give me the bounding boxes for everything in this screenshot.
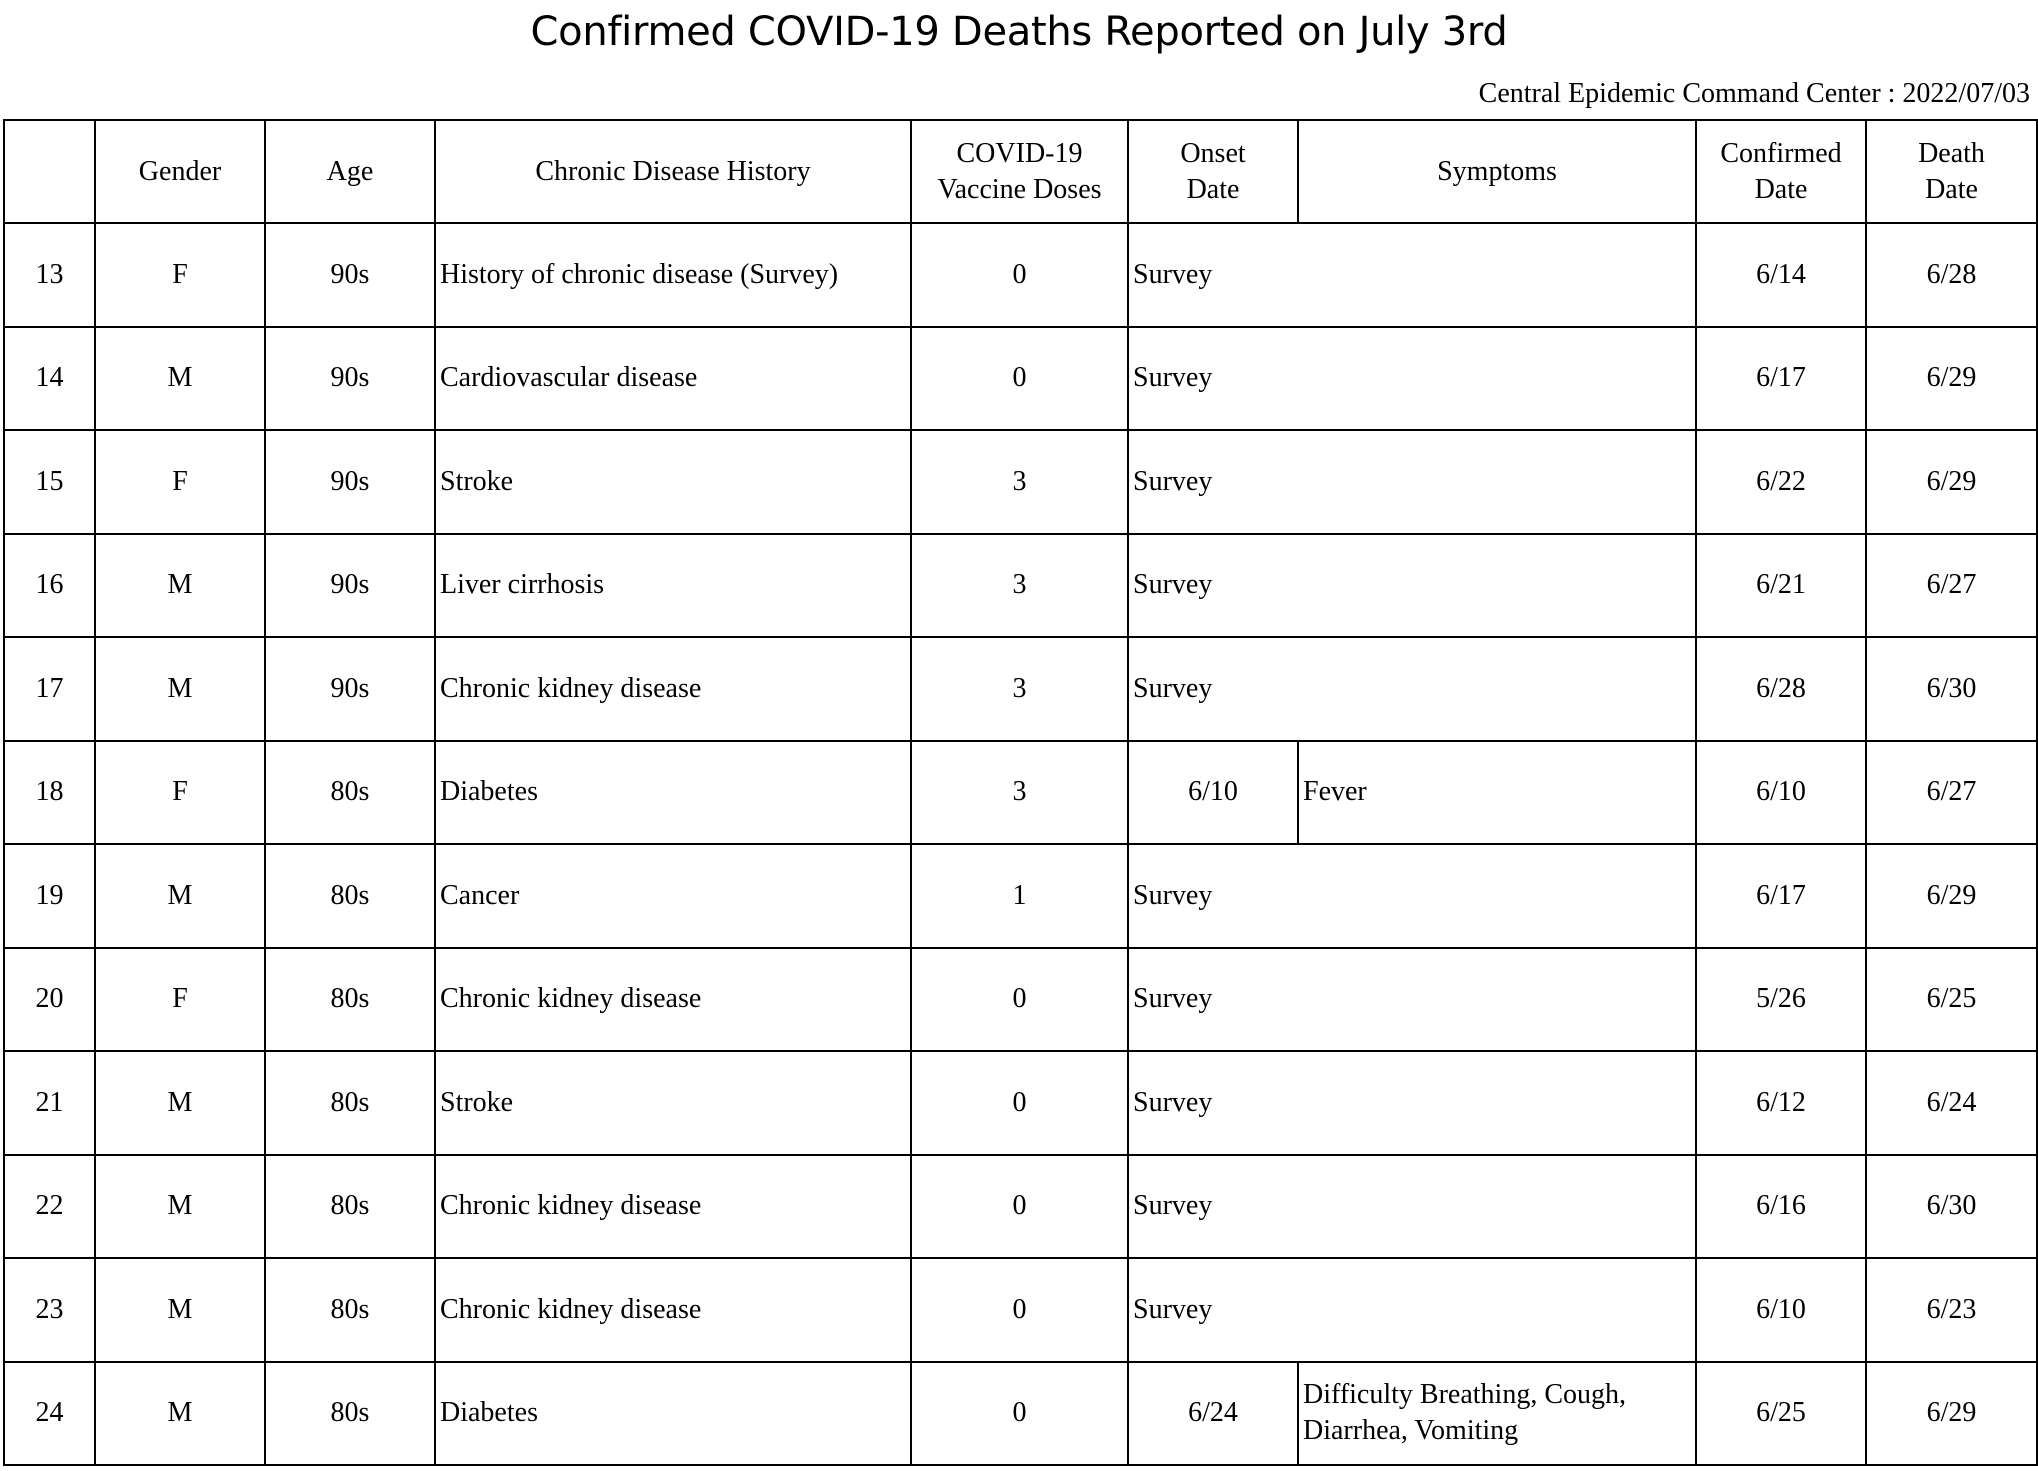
header-onset-date [1128, 120, 1298, 223]
header-onset-line2: Date [1186, 173, 1240, 205]
cell-chronic-disease: Chronic kidney disease [435, 1258, 911, 1362]
table-row [4, 1362, 2037, 1466]
header-death-date [1866, 120, 2037, 223]
cell-age: 80s [265, 948, 435, 1052]
cell-age: 90s [265, 637, 435, 741]
cell-chronic-disease: Diabetes [435, 741, 911, 845]
cell-gender: M [95, 1362, 265, 1466]
cell-death-date: 6/25 [1866, 948, 2037, 1052]
cell-age: 80s [265, 1362, 435, 1466]
cell-confirmed-date: 6/25 [1696, 1362, 1866, 1466]
table-row [4, 430, 2037, 534]
cell-number: 15 [4, 430, 95, 534]
cell-onset-symptoms: Survey [1128, 1155, 1696, 1259]
table-row [4, 534, 2037, 638]
cell-number: 17 [4, 637, 95, 741]
cell-onset-symptoms: Survey [1128, 534, 1696, 638]
cell-number: 13 [4, 223, 95, 327]
cell-vaccine-doses: 1 [911, 844, 1128, 948]
cell-gender: M [95, 844, 265, 948]
cell-onset-date: 6/10 [1128, 741, 1298, 845]
cell-number: 23 [4, 1258, 95, 1362]
cell-confirmed-date: 6/17 [1696, 327, 1866, 431]
cell-chronic-disease: Diabetes [435, 1362, 911, 1466]
cell-onset-symptoms: Survey [1128, 327, 1696, 431]
cell-symptoms: Fever [1298, 741, 1696, 845]
header-age: Age [265, 120, 435, 223]
header-confirmed-line1: Confirmed [1720, 137, 1842, 169]
cell-onset-symptoms: Survey [1128, 223, 1696, 327]
cell-gender: M [95, 1155, 265, 1259]
cell-confirmed-date: 6/16 [1696, 1155, 1866, 1259]
cell-death-date: 6/30 [1866, 637, 2037, 741]
header-death-line2: Date [1925, 173, 1978, 205]
cell-number: 14 [4, 327, 95, 431]
cell-vaccine-doses: 3 [911, 741, 1128, 845]
header-chronic-disease: Chronic Disease History [435, 120, 911, 223]
table-row [4, 1258, 2037, 1362]
header-onset-line1: Onset [1180, 137, 1246, 169]
cell-chronic-disease: Chronic kidney disease [435, 1155, 911, 1259]
cell-onset-symptoms: Survey [1128, 1258, 1696, 1362]
cell-chronic-disease: Stroke [435, 1051, 911, 1155]
cell-death-date: 6/23 [1866, 1258, 2037, 1362]
cell-death-date: 6/29 [1866, 430, 2037, 534]
deaths-table [3, 119, 2038, 1466]
table-row [4, 327, 2037, 431]
cell-age: 80s [265, 1258, 435, 1362]
cell-confirmed-date: 6/28 [1696, 637, 1866, 741]
table-header-row [4, 120, 2037, 223]
cell-gender: F [95, 948, 265, 1052]
table-row [4, 948, 2037, 1052]
cell-number: 21 [4, 1051, 95, 1155]
cell-chronic-disease: Stroke [435, 430, 911, 534]
table-row [4, 637, 2037, 741]
cell-confirmed-date: 6/17 [1696, 844, 1866, 948]
cell-chronic-disease: Liver cirrhosis [435, 534, 911, 638]
header-death-line1: Death [1918, 137, 1985, 169]
cell-age: 90s [265, 430, 435, 534]
header-gender: Gender [95, 120, 265, 223]
cell-number: 19 [4, 844, 95, 948]
cell-gender: M [95, 1051, 265, 1155]
source-note: Central Epidemic Command Center : 2022/07/03 [1478, 78, 2030, 109]
cell-onset-symptoms: Survey [1128, 1051, 1696, 1155]
cell-vaccine-doses: 3 [911, 430, 1128, 534]
table-row [4, 1051, 2037, 1155]
header-vaccine-line1: COVID-19 [956, 137, 1083, 169]
cell-onset-symptoms: Survey [1128, 637, 1696, 741]
cell-death-date: 6/24 [1866, 1051, 2037, 1155]
cell-age: 90s [265, 327, 435, 431]
cell-vaccine-doses: 0 [911, 1258, 1128, 1362]
cell-vaccine-doses: 0 [911, 327, 1128, 431]
cell-gender: F [95, 430, 265, 534]
cell-confirmed-date: 5/26 [1696, 948, 1866, 1052]
page-title: Confirmed COVID-19 Deaths Reported on July 3rd [530, 9, 1508, 55]
cell-death-date: 6/29 [1866, 1362, 2037, 1466]
cell-number: 22 [4, 1155, 95, 1259]
cell-number: 24 [4, 1362, 95, 1466]
header-confirmed-line2: Date [1754, 173, 1808, 205]
header-vaccine-doses [911, 120, 1128, 223]
cell-gender: F [95, 223, 265, 327]
cell-death-date: 6/29 [1866, 327, 2037, 431]
cell-vaccine-doses: 0 [911, 1155, 1128, 1259]
table-row [4, 741, 2037, 845]
cell-vaccine-doses: 0 [911, 1051, 1128, 1155]
table-row [4, 223, 2037, 327]
header-number [4, 120, 95, 223]
cell-confirmed-date: 6/12 [1696, 1051, 1866, 1155]
cell-chronic-disease: Cardiovascular disease [435, 327, 911, 431]
cell-age: 80s [265, 1051, 435, 1155]
cell-death-date: 6/30 [1866, 1155, 2037, 1259]
header-confirmed-date [1696, 120, 1866, 223]
cell-vaccine-doses: 0 [911, 948, 1128, 1052]
cell-death-date: 6/28 [1866, 223, 2037, 327]
cell-gender: M [95, 1258, 265, 1362]
cell-onset-symptoms: Survey [1128, 948, 1696, 1052]
cell-number: 18 [4, 741, 95, 845]
cell-death-date: 6/29 [1866, 844, 2037, 948]
cell-number: 20 [4, 948, 95, 1052]
cell-age: 90s [265, 223, 435, 327]
cell-chronic-disease: Chronic kidney disease [435, 948, 911, 1052]
cell-age: 80s [265, 741, 435, 845]
cell-gender: F [95, 741, 265, 845]
cell-number: 16 [4, 534, 95, 638]
cell-confirmed-date: 6/10 [1696, 1258, 1866, 1362]
cell-chronic-disease: History of chronic disease (Survey) [435, 223, 911, 327]
cell-gender: M [95, 534, 265, 638]
table-row [4, 844, 2037, 948]
cell-age: 80s [265, 844, 435, 948]
cell-confirmed-date: 6/22 [1696, 430, 1866, 534]
header-vaccine-line2: Vaccine Doses [937, 173, 1102, 205]
cell-age: 80s [265, 1155, 435, 1259]
cell-symptoms: Difficulty Breathing, Cough, Diarrhea, Vomiting [1298, 1362, 1696, 1466]
table-row [4, 1155, 2037, 1259]
cell-gender: M [95, 637, 265, 741]
cell-vaccine-doses: 3 [911, 637, 1128, 741]
cell-chronic-disease: Cancer [435, 844, 911, 948]
cell-confirmed-date: 6/21 [1696, 534, 1866, 638]
cell-age: 90s [265, 534, 435, 638]
cell-gender: M [95, 327, 265, 431]
cell-vaccine-doses: 3 [911, 534, 1128, 638]
cell-vaccine-doses: 0 [911, 1362, 1128, 1466]
cell-confirmed-date: 6/10 [1696, 741, 1866, 845]
cell-death-date: 6/27 [1866, 534, 2037, 638]
cell-confirmed-date: 6/14 [1696, 223, 1866, 327]
cell-vaccine-doses: 0 [911, 223, 1128, 327]
header-symptoms: Symptoms [1298, 120, 1696, 223]
cell-chronic-disease: Chronic kidney disease [435, 637, 911, 741]
cell-onset-date: 6/24 [1128, 1362, 1298, 1466]
cell-onset-symptoms: Survey [1128, 430, 1696, 534]
cell-onset-symptoms: Survey [1128, 844, 1696, 948]
cell-death-date: 6/27 [1866, 741, 2037, 845]
